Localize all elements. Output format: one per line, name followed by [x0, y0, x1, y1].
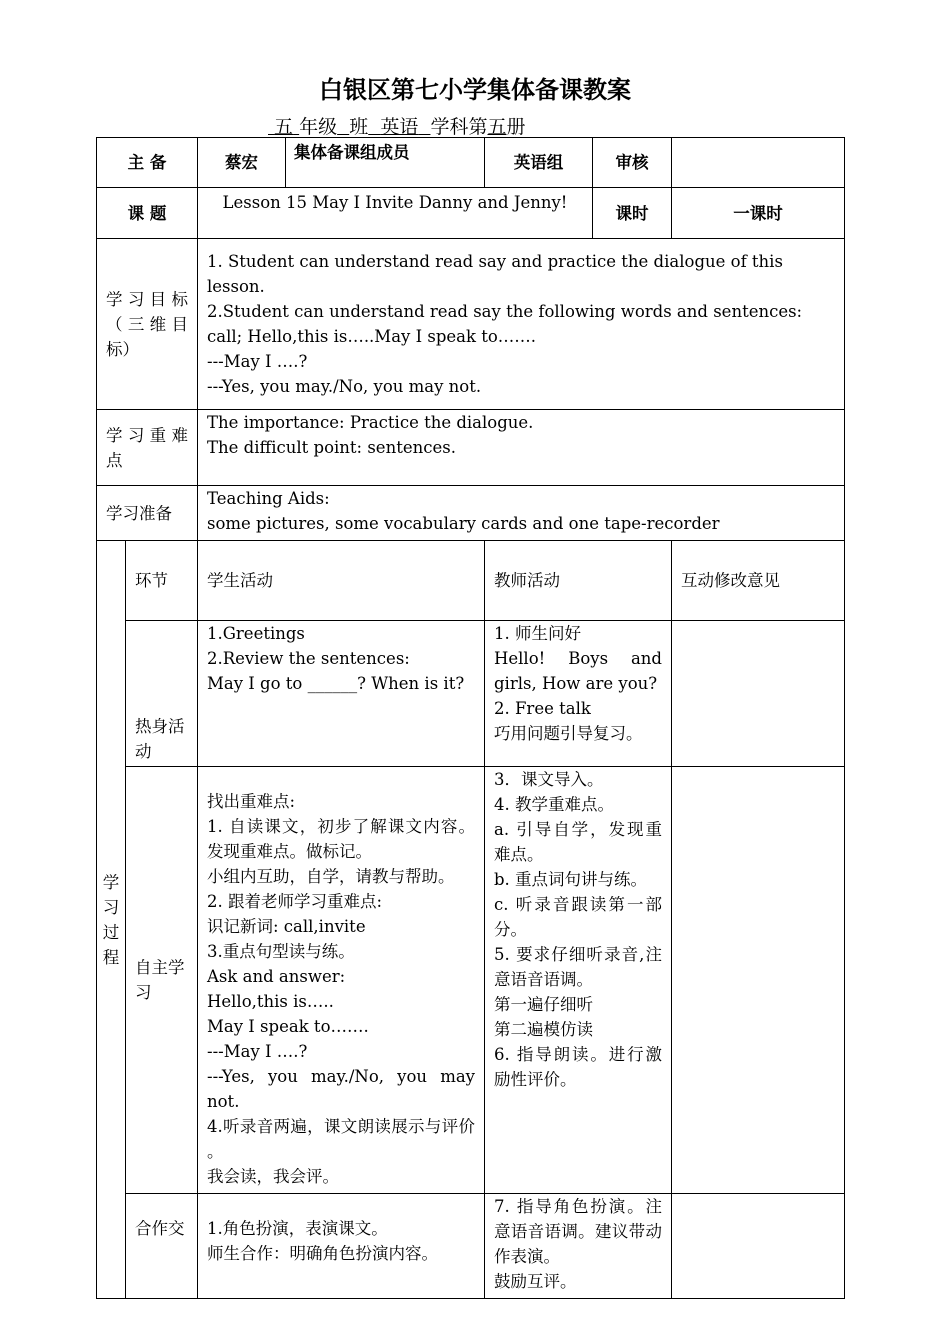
teacher-cooperation [485, 1194, 672, 1299]
teacher-line: 3．课文导入。 [494, 770, 604, 789]
objective-line: ---May I ….? [207, 352, 308, 371]
student-warmup [198, 621, 485, 767]
keypoints-content [198, 410, 845, 486]
student-line: 1.角色扮演，表演课文。 [207, 1219, 388, 1238]
objectives-label: 学习目标（三维目标） [97, 239, 198, 410]
period-label: 课时 [593, 188, 672, 239]
topic-value: Lesson 15 May I Invite Danny and Jenny! [198, 188, 593, 239]
subject-label: 学科第 [430, 116, 488, 138]
class-label: 班 [349, 116, 369, 138]
review-value [672, 138, 845, 188]
student-line: 4.听录音两遍，课文朗读展示与评价 。 [207, 1117, 475, 1161]
teacher-warmup [485, 621, 672, 767]
teacher-self-study [485, 767, 672, 1194]
student-line: May I speak to……. [207, 1017, 369, 1036]
group-label: 集体备课组成员 [286, 138, 485, 188]
prep-line: some pictures, some vocabulary cards and one tape-recorder [207, 514, 720, 533]
student-line: ---May I ….? [207, 1042, 308, 1061]
keypoints-label: 学习重难点 [97, 410, 198, 486]
teacher-line: 巧用问题引导复习。 [494, 724, 643, 743]
teacher-header: 教师活动 [485, 541, 672, 621]
notes-cooperation [672, 1194, 845, 1299]
notes-self-study [672, 767, 845, 1194]
teacher-line: 5. 要求仔细听录音,注意语音语调。 [494, 945, 662, 989]
student-cooperation [198, 1194, 485, 1299]
student-line: May I go to ______? When is it? [207, 674, 465, 693]
volume-value: 五 [487, 116, 507, 138]
topic-label: 课 题 [97, 188, 198, 239]
keypoint-line: The importance: Practice the dialogue. [207, 413, 534, 432]
student-line: 1. 自读课文，初步了解课文内容。发现重难点。做标记。 [207, 817, 475, 861]
teacher-line: b. 重点词句讲与练。 [494, 870, 648, 889]
objectives-content [198, 239, 845, 410]
teacher-line: a. 引导自学，发现重难点。 [494, 820, 662, 864]
review-label: 审核 [593, 138, 672, 188]
student-line: 找出重难点: [207, 792, 296, 811]
prep-label: 学习准备 [97, 486, 198, 541]
student-line: 2.Review the sentences: [207, 649, 410, 668]
grade-label: 年级 [299, 116, 338, 138]
teacher-line: Hello! Boys and girls, How are you? [494, 649, 662, 693]
grade-value: 五 [274, 116, 294, 138]
student-line: Ask and answer: [207, 967, 346, 986]
teacher-line: 4. 教学重难点。 [494, 795, 614, 814]
page-title: 白银区第七小学集体备课教案 [319, 76, 631, 104]
teacher-line: c. 听录音跟读第一部分。 [494, 895, 662, 939]
student-line: 识记新词: call,invite [207, 917, 366, 936]
teacher-line: 2. Free talk [494, 699, 591, 718]
student-self-study [198, 767, 485, 1194]
process-label: 学习过程 [97, 541, 126, 1299]
prep-line: Teaching Aids: [207, 489, 330, 508]
objective-line: 1. Student can understand read say and practice the dialogue of this lesson. [207, 252, 783, 296]
teacher-line: 6. 指导朗读。进行激励性评价。 [494, 1045, 662, 1089]
teacher-line: 第一遍仔细听 [494, 995, 593, 1014]
student-header: 学生活动 [198, 541, 485, 621]
student-line: 1.Greetings [207, 624, 305, 643]
period-value: 一课时 [672, 188, 845, 239]
student-line: 师生合作：明确角色扮演内容。 [207, 1244, 438, 1263]
teacher-line: 第二遍模仿读 [494, 1020, 593, 1039]
stage-cooperation: 合作交 [126, 1194, 198, 1299]
lesson-plan-table [96, 137, 845, 1299]
lead-label: 主 备 [97, 138, 198, 188]
notes-header: 互动修改意见 [672, 541, 845, 621]
student-line: ---Yes, you may./No, you may not. [207, 1067, 475, 1111]
student-line: 小组内互助，自学，请教与帮助。 [207, 867, 455, 886]
student-line: 2. 跟着老师学习重难点: [207, 892, 383, 911]
student-line: 3.重点句型读与练。 [207, 942, 355, 961]
keypoint-line: The difficult point: sentences. [207, 438, 456, 457]
lead-name: 蔡宏 [198, 138, 286, 188]
stage-header: 环节 [126, 541, 198, 621]
stage-self-study: 自主学习 [126, 767, 198, 1194]
notes-warmup [672, 621, 845, 767]
student-line: Hello,this is….. [207, 992, 334, 1011]
teacher-line: 鼓励互评。 [494, 1272, 577, 1291]
objective-line: 2.Student can understand read say the following words and sentences: call; Hello,this is…..May I speak to……. [207, 302, 803, 346]
student-line: 我会读，我会评。 [207, 1167, 339, 1186]
group-name: 英语组 [485, 138, 593, 188]
subject-value: 英语 [380, 116, 419, 138]
objective-line: ---Yes, you may./No, you may not. [207, 377, 482, 396]
teacher-line: 7. 指导角色扮演。注意语音语调。建议带动作表演。 [494, 1197, 662, 1266]
volume-label: 册 [506, 116, 526, 138]
teacher-line: 1. 师生问好 [494, 624, 581, 643]
prep-content [198, 486, 845, 541]
stage-warmup: 热身活动 [126, 621, 198, 767]
subtitle [268, 112, 525, 139]
